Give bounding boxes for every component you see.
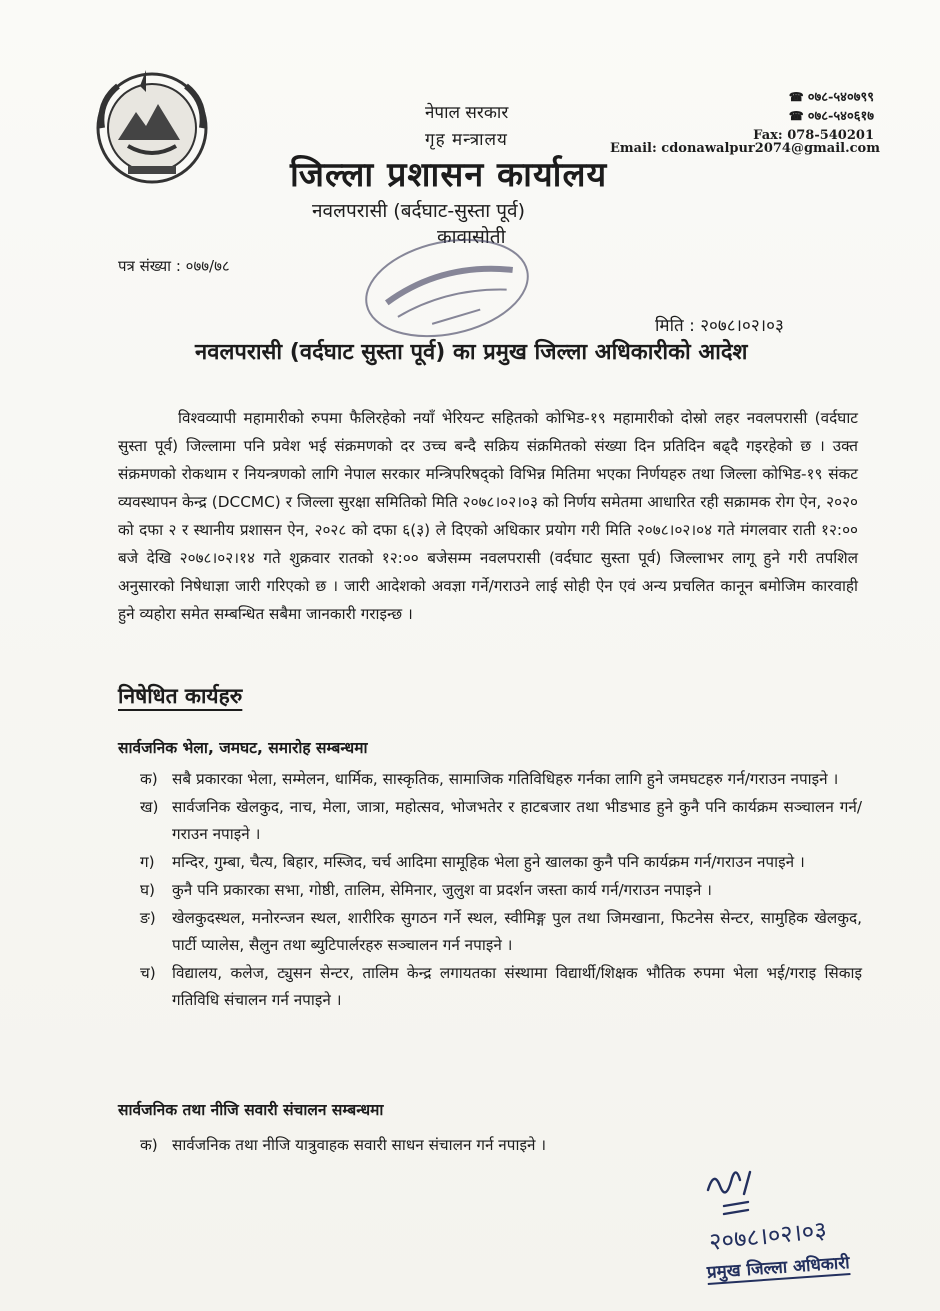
list-marker: ङ) [140,909,156,927]
phone-number-2: ०७८-५४०६१७ [807,109,874,124]
list-marker: ख) [140,798,159,816]
office-name: जिल्ला प्रशासन कार्यालय [290,155,608,195]
prohibited-heading: निषेधित कार्यहरु [118,684,243,708]
list-marker: क) [140,1136,158,1154]
gatherings-list [140,766,862,1015]
fax-number: Fax: 078-540201 [753,128,874,143]
list-marker: च) [140,964,156,982]
list-item [140,960,862,1014]
ministry-name: गृह मन्त्रालय [425,130,508,150]
list-item [140,766,862,793]
body-paragraph: विश्वव्यापी महामारीको रुपमा फैलिरहेको नयाँ भेरियन्ट सहितको कोभिड-१९ महामारीको दोस्रो लहर नवलपरासी (वर्दघाट सुस्ता पूर्व) जिल्लामा पनि प्रवेश भई संक्रमणको दर उच्च बन्दै सक्रिय संक्रमितको संख्या दिन प्रतिदिन बढ्दै गइरहेको छ । उक्त संक्रमणको रोकथाम र नियन्त्रणको लागि नेपाल सरकार मन्त्रिपरिषद्को विभिन्न मितिमा भएका निर्णयहरु तथा जिल्ला कोभिड-१९ संकट व्यवस्थापन केन्द्र (DCCMC) र जिल्ला सुरक्षा समितिको मिति २०७८।०२।०३ को निर्णय समेतमा आधारित रही सक्रामक रोग ऐन, २०२० को दफा २ र स्थानीय प्रशासन ऐन, २०२८ को दफा ६(३) ले दिएको अधिकार प्रयोग गरी मिति २०७८।०२।०४ गते मंगलवार राती १२:०० बजे देखि २०७८।०२।१४ गते शुक्रवार रातको १२:०० बजेसम्म नवलपरासी (वर्दघाट सुस्ता पूर्व) जिल्लाभर लागू हुने गरी तपशिल अनुसारको निषेधाज्ञा जारी गरिएको छ । जारी आदेशको अवज्ञा गर्ने/गराउने लाई सोही ऐन एवं अन्य प्रचलित कानून बमोजिम कारवाही हुने व्यहोरा समेत सम्बन्धित सबैमा जानकारी गराइन्छ । [118,409,858,623]
list-marker: क) [140,770,158,788]
telephone-icon: ☎ [788,109,804,123]
order-title: नवलपरासी (वर्दघाट सुस्ता पूर्व) का प्रमुख जिल्ला अधिकारीको आदेश [195,340,748,365]
nepal-government-emblem [88,62,216,190]
list-text: खेलकुदस्थल, मनोरन्जन स्थल, शारीरिक सुगठन गर्ने स्थल, स्वीमिङ्ग पुल तथा जिमखाना, फिटनेस सेन्टर, सामुहिक खेलकुद, पार्टी प्यालेस, सैलुन तथा ब्युटिपार्लरहरु सञ्चालन गर्न नपाइने । [172,909,862,954]
reference-number: पत्र संख्या : ०७७/७८ [118,257,230,275]
list-text: सार्वजनिक तथा नीजि यात्रुवाहक सवारी साधन संचालन गर्न नपाइने । [172,1136,547,1154]
signatory-title: प्रमुख जिल्ला अधिकारी [706,1250,850,1285]
list-marker: ग) [140,853,155,871]
section-vehicles-title: सार्वजनिक तथा नीजि सवारी संचालन सम्बन्धमा [118,1101,384,1119]
email-address[interactable]: Email: cdonawalpur2074@gmail.com [610,141,880,156]
list-item [140,905,862,959]
letter-date: मिति : २०७८।०२।०३ [655,316,784,336]
office-stamp [355,232,540,344]
government-name: नेपाल सरकार [425,103,509,123]
list-text: सबै प्रकारका भेला, सम्मेलन, धार्मिक, सास्कृतिक, सामाजिक गतिविधिहरु गर्नका लागि हुने जमघटहरु गर्न/गराउन नपाइने । [172,770,839,788]
list-text: मन्दिर, गुम्बा, चैत्य, बिहार, मस्जिद, चर्च आदिमा सामूहिक भेला हुने खालका कुनै पनि कार्यक्रम गर्न/गराउन नपाइने । [172,853,805,871]
list-marker: घ) [140,881,156,899]
office-place: कावासोती [437,226,506,248]
phone-row-2 [753,107,874,126]
district-name: नवलपरासी (बर्दघाट-सुस्ता पूर्व) [312,200,526,222]
list-item [140,849,862,876]
list-text: सार्वजनिक खेलकुद, नाच, मेला, जात्रा, महोत्सव, भोजभतेर र हाटबजार तथा भीडभाड हुने कुनै पनि कार्यक्रम सञ्चालन गर्न/गराउन नपाइने । [172,798,862,843]
phone-number-1: ०७८-५४०७९९ [807,90,874,105]
section-gatherings-title: सार्वजनिक भेला, जमघट, समारोह सम्बन्धमा [118,739,368,757]
list-text: विद्यालय, कलेज, ट्युसन सेन्टर, तालिम केन्द्र लगायतका संस्थामा विद्यार्थी/शिक्षक भौतिक रुपमा भेला भई/गराइ सिकाइ गतिविधि संचालन गर्न नपाइने । [172,964,862,1009]
list-text: कुनै पनि प्रकारका सभा, गोष्ठी, तालिम, सेमिनार, जुलुश वा प्रदर्शन जस्ता कार्य गर्न/गराउन नपाइने । [172,881,712,899]
telephone-icon: ☎ [788,90,804,104]
list-item [140,794,862,848]
signature-date: २०७८।०२।०३ [707,1215,829,1256]
list-item [140,877,862,904]
contact-block [753,88,874,145]
phone-row-1 [753,88,874,107]
